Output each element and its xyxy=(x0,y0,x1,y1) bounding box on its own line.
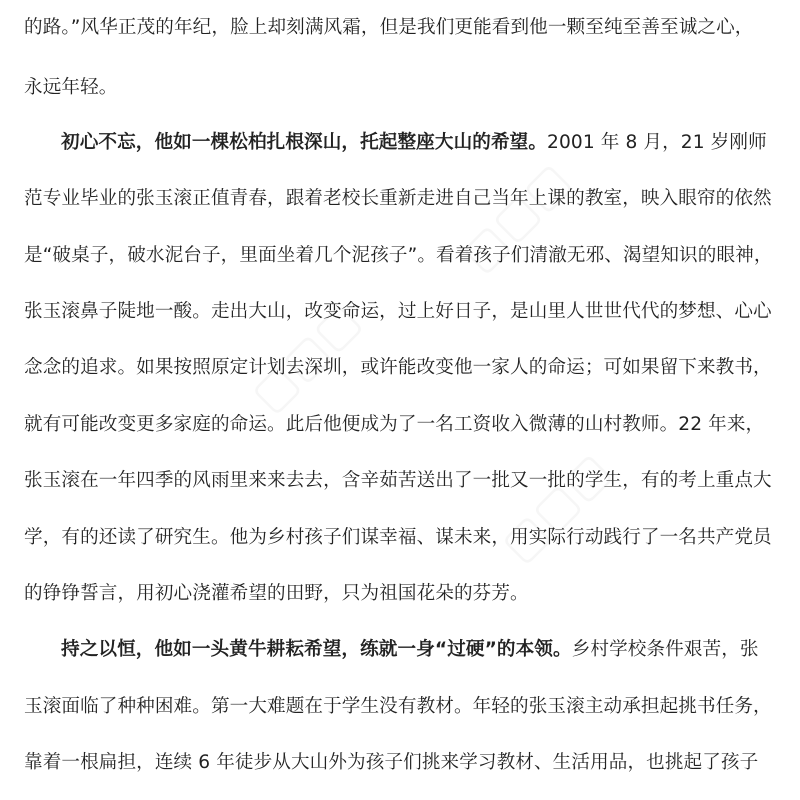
bold-heading-run: 持之以恒，他如一头黄牛耕耘希望，练就一身“过硬”的本领。 xyxy=(61,639,572,660)
text-line-12 xyxy=(61,637,784,663)
text-line-14 xyxy=(24,750,784,776)
text-line-3 xyxy=(61,130,784,156)
text-run: 靠着一根扁担，连续 6 年徒步从大山外为孩子们挑来学习教材、生活用品，也挑起了孩子 xyxy=(24,752,759,773)
text-run: 的路。”风华正茂的年纪，脸上却刻满风霜，但是我们更能看到他一颗至纯至善至诚之心， xyxy=(24,17,754,38)
text-run: 永远年轻。 xyxy=(24,77,118,98)
text-line-6 xyxy=(24,299,784,325)
text-line-11 xyxy=(24,581,784,607)
text-line-4 xyxy=(24,186,784,212)
watermark-mark xyxy=(490,442,620,572)
text-run: 学，有的还读了研究生。他为乡村孩子们谋幸福、谋未来，用实际行动践行了一名共产党员 xyxy=(24,527,772,548)
text-run: 是“破桌子，破水泥台子，里面坐着几个泥孩子”。看着孩子们清澈无邪、渴望知识的眼神， xyxy=(24,245,773,266)
text-run: 玉滚面临了种种困难。第一大难题在于学生没有教材。年轻的张玉滚主动承担起挑书任务， xyxy=(24,696,772,717)
text-run: 张玉滚在一年四季的风雨里来来去去，含辛茹苦送出了一批又一批的学生，有的考上重点大 xyxy=(24,470,772,491)
text-run: 乡村学校条件艰苦，张 xyxy=(571,639,759,660)
text-run: 张玉滚鼻子陡地一酸。走出大山，改变命运，过上好日子，是山里人世世代代的梦想、心心 xyxy=(24,301,772,322)
text-run: 念念的追求。如果按照原定计划去深圳，或许能改变他一家人的命运；可如果留下来教书， xyxy=(24,357,772,378)
text-run: 的铮铮誓言，用初心浇灌希望的田野，只为祖国花朵的芬芳。 xyxy=(24,583,529,604)
text-run: 2001 年 8 月，21 岁刚师 xyxy=(547,132,767,153)
text-line-2 xyxy=(24,75,784,101)
text-line-8 xyxy=(24,412,784,438)
text-line-10 xyxy=(24,525,784,551)
text-line-1 xyxy=(24,15,784,41)
text-line-7 xyxy=(24,355,784,381)
text-run: 就有可能改变更多家庭的命运。此后他便成为了一名工资收入微薄的山村教师。22 年来， xyxy=(24,414,765,435)
text-line-9 xyxy=(24,468,784,494)
text-line-5 xyxy=(24,243,784,269)
text-run: 范专业毕业的张玉滚正值青春，跟着老校长重新走进自己当年上课的教室，映入眼帘的依然 xyxy=(24,188,772,209)
text-line-13 xyxy=(24,694,784,720)
bold-heading-run: 初心不忘，他如一棵松柏扎根深山，托起整座大山的希望。 xyxy=(61,132,548,153)
